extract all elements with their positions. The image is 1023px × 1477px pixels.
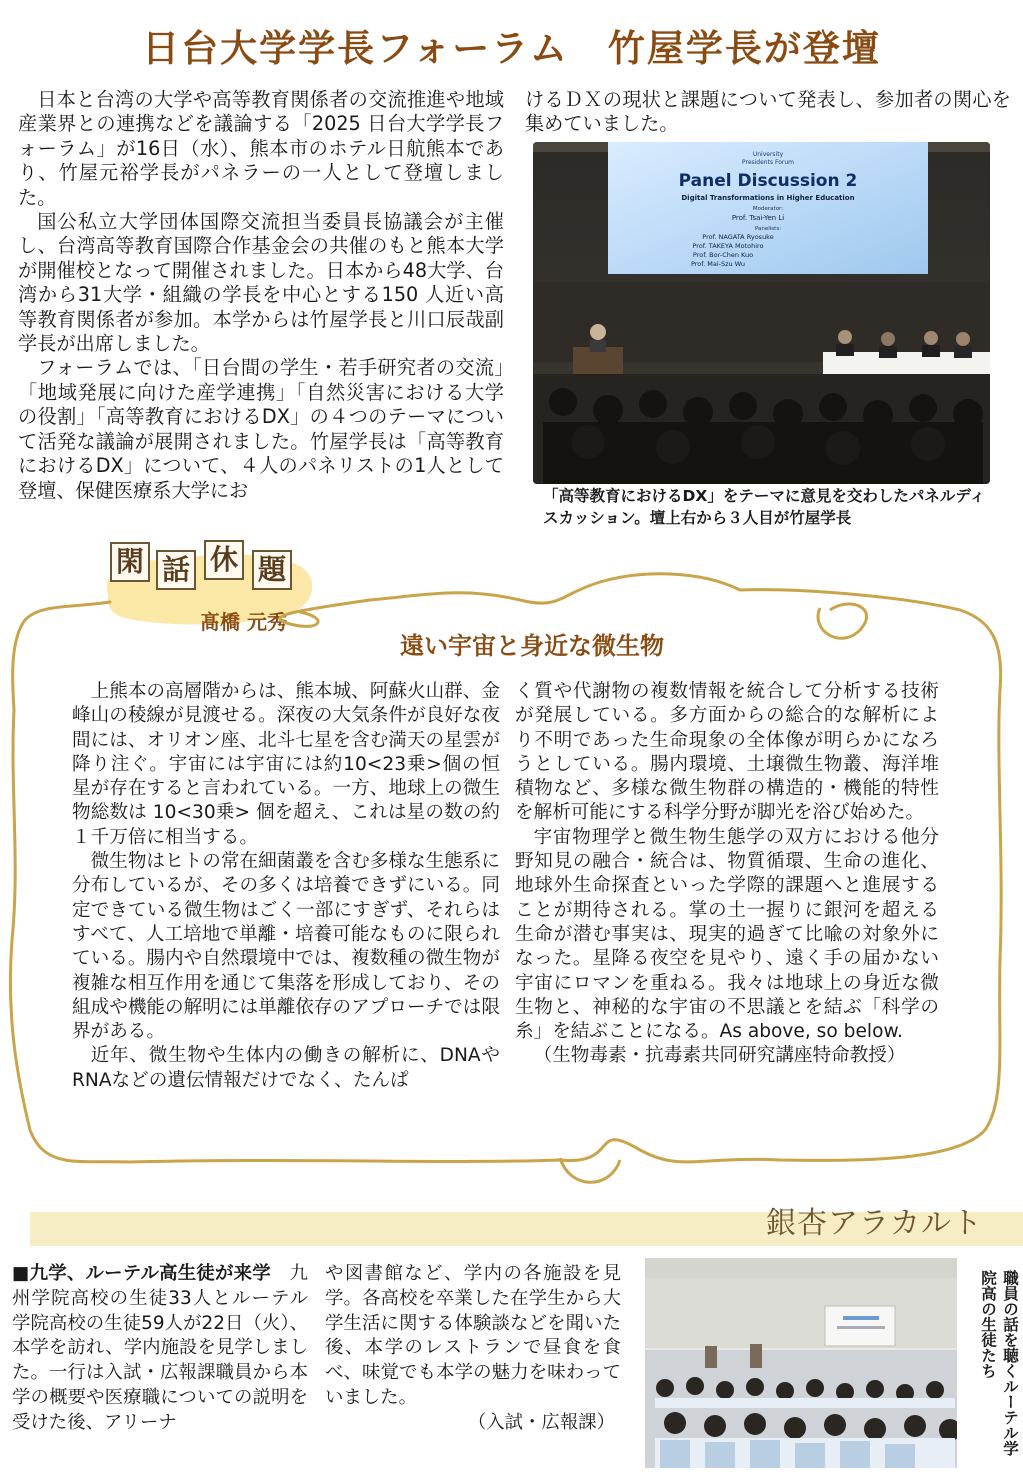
news-paragraph bbox=[12, 1262, 308, 1436]
column-paragraph: 近年、微生物や生体内の働きの解析に、DNAやRNAなどの遺伝情報だけでなく、たんぱ bbox=[72, 1045, 500, 1091]
slide-panelist: Prof. Mai-Szu Wu bbox=[690, 260, 746, 268]
column-text-left bbox=[72, 680, 500, 1093]
slide-subtitle: Digital Transformations in Higher Education bbox=[681, 194, 855, 202]
lecture-photo-caption: 職員の話を聴くルーテル学院高の生徒たち bbox=[979, 1270, 1019, 1456]
column-text-right bbox=[515, 680, 939, 1069]
article-column-left bbox=[18, 88, 504, 503]
slide-panelist: Prof. TAKEYA Motohiro bbox=[692, 242, 764, 250]
slide-panelist: Prof. Bor-Chen Kuo bbox=[692, 251, 754, 259]
slide-header: Presidents Forum bbox=[741, 159, 795, 166]
slide-panelists-label: Panelists: bbox=[754, 226, 782, 232]
page-title: 日台大学学長フォーラム 竹屋学長が登壇 bbox=[142, 27, 881, 70]
news-body: 九州学院高校の生徒33人とルーテル学院高校の生徒59人が22日（火）、本学を訪れ、学内施設を見学しました。一行は入試・広報課職員から本学の概要や医療職についての説明を受けた後、アリーナ bbox=[12, 1263, 308, 1433]
panel-discussion-photo bbox=[533, 142, 990, 484]
column-paragraph: く質や代謝物の複数情報を統合して分析する技術が発展している。多方面からの総合的な解析により不明であった生命現象の全体像が明らかになろうとしている。腸内環境、土壌微生物叢、海洋堆積物など、多様な微生物群の構造的・機能的特性を解析可能にする科学分野が脚光を浴び始めた。 bbox=[515, 681, 939, 824]
column-author: 髙橋 元秀 bbox=[200, 610, 287, 634]
article-paragraph: フォーラムでは、「日台間の学生・若手研究者の交流」「地域発展に向けた産学連携」「自然災害における大学の役割」「高等教育におけるDX」の４つのテーマについて活発な議論が展開されました。竹屋学長は「高等教育におけるDX」について、４人のパネリストの1人として登壇、保健医療系大学にお bbox=[18, 356, 504, 502]
tag-char: 話 bbox=[156, 550, 196, 590]
news-body: や図書館など、学内の各施設を見学。各高校を卒業した在学生から大学生活に関する体験談などを聞いた後、本学のレストランで昼食を食べ、味覚でも本学の魅力を味わっていました。 bbox=[325, 1263, 621, 1408]
article-continuation: けるＤＸの現状と課題について発表し、参加者の関心を集めていました。 bbox=[525, 88, 1011, 136]
slide-header: University bbox=[752, 151, 784, 158]
slide-moderator: Prof. Tsai-Yen Li bbox=[731, 214, 785, 222]
tag-char: 休 bbox=[204, 540, 244, 580]
news-text-right bbox=[325, 1262, 621, 1436]
article-paragraph: 国公私立大学団体国際交流担当委員長協議会が主催し、台湾高等教育国際合作基金会の共催のもと熊本大学が開催校となって開催されました。日本から48大学、台湾から31大学・組織の学長を中心とする150 人近い高等教育関係者が参加。本学からは竹屋学長と川口辰哉副学長が出席しました。 bbox=[18, 210, 504, 356]
tag-char: 閑 bbox=[110, 542, 150, 582]
article-column-right bbox=[525, 88, 1011, 137]
lecture-hall-photo bbox=[645, 1258, 957, 1468]
news-text-left bbox=[12, 1262, 308, 1436]
column-paragraph: 微生物はヒトの常在細菌叢を含む多様な生態系に分布しているが、その多くは培養できずにいる。同定できている微生物はごく一部にすぎず、それらはすべて、人工培地で単離・培養可能なものに限られている。腸内や自然環境中では、複数種の微生物が複雑な相互作用を通じて集落を形成しており、その組成や機能の解明には単離依存のアプローチでは限界がある。 bbox=[72, 851, 500, 1043]
column-paragraph: 宇宙物理学と微生物生態学の双方における他分野知見の融合・統合は、物質循環、生命の進化、地球外生命探査といった学際的課題へと進展することが期待される。掌の土一握りに銀河を超える生命が潜む事実は、現実的過ぎて比喩の対象外になった。星降る夜空を見やり、遠く手の届かない宇宙にロマンを重ねる。我々は地球上の身近な微生物と、神秘的な宇宙の不思議とを結ぶ「科学の糸」を結ぶことになる。As above, so below. bbox=[515, 826, 939, 1043]
slide-title: Panel Discussion 2 bbox=[678, 171, 858, 191]
tag-char: 題 bbox=[252, 550, 292, 590]
section-label: 銀杏アラカルト bbox=[766, 1206, 983, 1241]
column-title: 遠い宇宙と身近な微生物 bbox=[400, 632, 664, 660]
column-affiliation: （生物毒素・抗毒素共同研究講座特命教授） bbox=[533, 1045, 906, 1067]
article-paragraph: 日本と台湾の大学や高等教育関係者の交流推進や地域産業界との連携などを議論する「2025 日台大学学長フォーラム」が16日（水）、熊本市のホテル日航熊本であり、竹屋元裕学長がパネラーの一人として登壇しました。 bbox=[18, 88, 504, 209]
news-credit: （入試・広報課） bbox=[467, 1411, 615, 1433]
panel-photo-caption: 「高等教育におけるDX」をテーマに意見を交わしたパネルディスカッション。壇上右から３人目が竹屋学長 bbox=[543, 487, 986, 527]
news-headline: ■九学、ルーテル高生徒が来学 bbox=[12, 1263, 271, 1284]
slide-moderator-label: Moderator: bbox=[752, 206, 784, 212]
column-paragraph: 上熊本の高層階からは、熊本城、阿蘇火山群、金峰山の稜線が見渡せる。深夜の大気条件が良好な夜間には、オリオン座、北斗七星を含む満天の星雲が降り注ぐ。宇宙には宇宙には約10<23乗>個の恒星が存在すると言われている。一方、地球上の微生物総数は 10<30乗> 個を超え、これは星の数の約１千万倍に相当する。 bbox=[72, 681, 500, 848]
slide-panelist: Prof. NAGATA Ryosuke bbox=[702, 233, 774, 241]
